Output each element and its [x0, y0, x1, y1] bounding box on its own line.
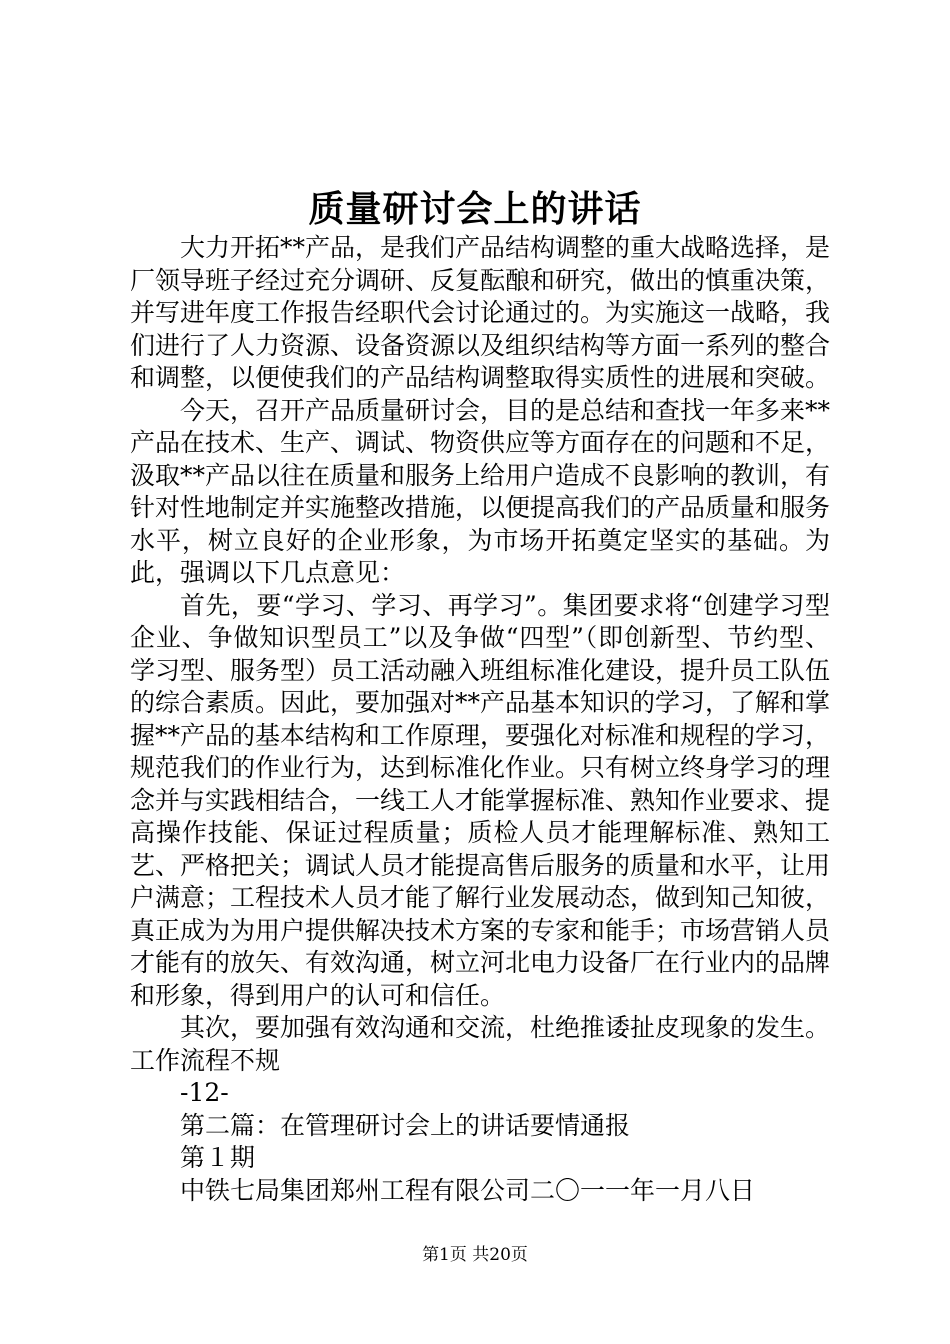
paragraph-second-point: 其次，要加强有效沟通和交流，杜绝推诿扯皮现象的发生。工作流程不规: [130, 1013, 831, 1075]
paragraph-intro: 大力开拓**产品，是我们产品结构调整的重大战略选择，是厂领导班子经过充分调研、反复酝酿和研究，做出的慎重决策，并写进年度工作报告经职代会讨论通过的。为实施这一战略，我们进行了人力资源、设备资源以及组织结构等方面一系列的整合和调整，以便使我们的产品结构调整取得实质性的进展和突破。: [130, 233, 831, 392]
document-body: [130, 232, 830, 1207]
paragraph-purpose: 今天，召开产品质量研讨会，目的是总结和查找一年多来**产品在技术、生产、调试、物资供应等方面存在的问题和不足，汲取**产品以往在质量和服务上给用户造成不良影响的教训，有针对性地制定并实施整改措施，以便提高我们的产品质量和服务水平，树立良好的企业形象，为市场开拓奠定坚实的基础。为此，强调以下几点意见：: [130, 395, 831, 587]
section-heading: 第二篇：在管理研讨会上的讲话要情通报: [180, 1110, 631, 1140]
page-marker: -12-: [180, 1078, 229, 1107]
issue-number: 第１期: [180, 1143, 256, 1172]
publisher-date-line: 中铁七局集团郑州工程有限公司二〇一一年一月八日: [180, 1175, 756, 1205]
page-footer: 第1页 共20页: [422, 1245, 528, 1265]
paragraph-first-point: 首先，要“学习、学习、再学习”。集团要求将“创建学习型企业、争做知识型员工”以及争做“四型”（即创新型、节约型、学习型、服务型）员工活动融入班组标准化建设，提升员工队伍的综合素质。因此，要加强对**产品基本知识的学习，了解和掌握**产品的基本结构和工作原理，要强化对标准和规程的学习，规范我们的作业行为，达到标准化作业。只有树立终身学习的理念并与实践相结合，一线工人才能掌握标准、熟知作业要求、提高操作技能、保证过程质量；质检人员才能理解标准、熟知工艺、严格把关；调试人员才能提高售后服务的质量和水平，让用户满意；工程技术人员才能了解行业发展动态，做到知己知彼，真正成为为用户提供解决技术方案的专家和能手；市场营销人员才能有的放矢、有效沟通，树立河北电力设备厂在行业内的品牌和形象，得到用户的认可和信任。: [130, 590, 831, 1010]
document-title: 质量研讨会上的讲话: [308, 188, 642, 230]
